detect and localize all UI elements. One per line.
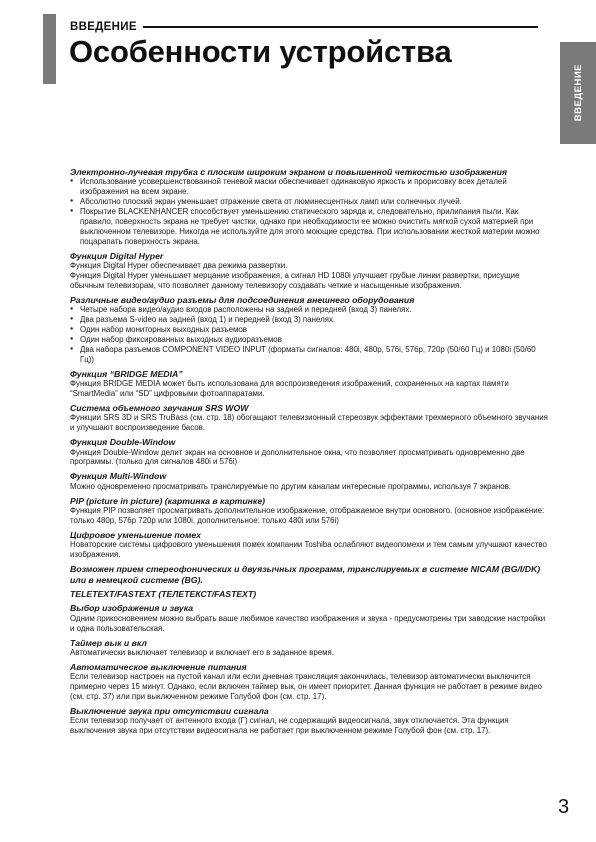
feature-heading: Автоматическое выключение питания xyxy=(70,661,247,672)
side-tab-label: ВВЕДЕНИЕ xyxy=(572,64,584,122)
feature-list xyxy=(70,167,550,740)
section-label-text: ВВЕДЕНИЕ xyxy=(70,21,137,33)
header-accent-bar xyxy=(43,14,56,84)
feature-section xyxy=(70,167,550,247)
feature-section xyxy=(70,437,550,467)
feature-text: Если телевизор получает от антенного входа (Г) сигнал, не содержащий видеосигнала, звук отключается. Эта функция выключения звука при отсутствии видеосигнала не работает при выключенном режиме Голубой фон (см. стр. 17). xyxy=(70,716,509,736)
feature-text: Функция Digital Hyper обеспечивает два режима развертки. xyxy=(70,261,288,271)
feature-section xyxy=(70,662,550,702)
bullet-item: ● Два разъема S-video на задней (вход 1) и передней (вход 3) панелях. xyxy=(70,315,550,325)
feature-heading: Функция Digital Hyper xyxy=(70,250,164,261)
feature-section xyxy=(70,530,550,560)
bullet-item: ● Покрытие BLACKENHANCER способствует уменьшению статического заряда и, следовательно, прилипания пыли. Как правило, поверхность экрана не требует чистки, однако при необходимости ее можно очистить мягкой сухой материей при выключенном телевизоре. Никогда не используйте для этого моющие средства. При использовании жесткой материи можно поцарапать поверхность экрана. xyxy=(70,207,550,247)
feature-heading: Функция “BRIDGE MEDIA” xyxy=(70,368,183,379)
bullet-item: ● Использование усовершенствованной теневой маски обеспечивает одинаковую яркость и прорисовку всех деталей изображения на всем экране. xyxy=(70,177,550,197)
feature-text: Автоматически выключает телевизор и включает его в заданное время. xyxy=(70,647,334,657)
feature-heading: PIP (picture in picture) (картинка в картинке) xyxy=(70,495,266,506)
feature-text: Функция Double-Window делит экран на основное и дополнительное окна, что позволяет просматривать одновременно две программы. (только для сигналов 480i и 576i) xyxy=(70,447,525,467)
feature-text: Одним прикосновением можно выбрать ваше любимое качество изображения и звука - предусмотрены три заводские настройки и одна пользовательская. xyxy=(70,613,546,633)
side-tab xyxy=(560,42,596,144)
feature-text: Можно одновременно просматривать транслируемые по другим каналам интересные программы, используя 7 экранов. xyxy=(70,481,511,491)
feature-text: Функция PIP позволяет просматривать дополнительное изображение, отображаемое внутри основного. (основное изображение: только 480p, 576p 720p или 1080i, дополнительное: только 480i или 576i) xyxy=(70,506,545,525)
feature-section xyxy=(70,564,550,585)
feature-heading: Различные видео/аудио разъемы для подсоединения внешнего оборудования xyxy=(70,294,415,305)
feature-heading: TELETEXT/FASTEXT (ТЕЛЕТЕКСТ/FASTEXT) xyxy=(70,588,257,599)
feature-section xyxy=(70,251,550,291)
page-number: 3 xyxy=(558,796,570,818)
feature-section xyxy=(70,603,550,633)
bullet-list xyxy=(70,177,550,246)
page-title: Особенности устройства xyxy=(69,34,452,69)
feature-section xyxy=(70,403,550,433)
feature-heading: Электронно-лучевая трубка с плоским широким экраном и повышенной четкостью изображения xyxy=(70,167,508,177)
bullet-item: ● Один набор мониторных выходных разъемов xyxy=(70,325,550,335)
feature-heading: Функция Multi-Window xyxy=(70,471,167,482)
bullet-item: ● Четыре набора видео/аудио входов расположены на задней и передней (вход 3) панелях. xyxy=(70,305,550,315)
feature-section xyxy=(70,471,550,491)
feature-heading: Выключение звука при отсутствии сигнала xyxy=(70,706,269,716)
bullet-list xyxy=(70,305,550,364)
feature-section xyxy=(70,706,550,736)
feature-section xyxy=(70,295,550,365)
feature-heading: Выбор изображения и звука xyxy=(70,603,194,614)
feature-section xyxy=(70,638,550,658)
feature-text: Функции SRS 3D и SRS TruBass (см. стр. 18) обогащают телевизионный стереозвук эффектами трехмерного объемного звучания и улучшают воспроизведение басов. xyxy=(70,413,548,433)
section-rule xyxy=(143,26,538,28)
section-label xyxy=(70,21,538,33)
bullet-item: ● Один набор фиксированных выходных аудиоразъемов xyxy=(70,335,550,345)
feature-section xyxy=(70,589,550,599)
feature-text: Новаторские системы цифрового уменьшения помех компании Toshiba ослабляют видеопомехи и тем самым улучшают качество изображения. xyxy=(70,540,547,560)
bullet-item: ● Абсолютно плоский экран уменьшает отражение света от люминесцентных ламп или солнечных лучей. xyxy=(70,197,550,207)
bullet-item: ● Два набора разъемов COMPONENT VIDEO INPUT (форматы сигналов: 480i, 480p, 576i, 576p, 720p (50/60 Гц) и 1080i (50/60 Гц)) xyxy=(70,345,550,365)
feature-section xyxy=(70,369,550,399)
feature-text: Если телевизор настроен на пустой канал или если дневная трансляция закончилась, телевизор автоматически выключится примерно через 15 минут. Однако, если включен таймер вык, он имеет приоритет. Данная функция не работает в режиме видео (см. стр. 37) или при выключенном режиме Голубой фон (см. стр. 17). xyxy=(70,672,543,702)
feature-text: Функция Digital Hyper уменьшает мерцание изображения, а сигнал HD 1080i улучшает грубые линии развертки, присущие обычным телевизорам, что позволяет данному телевизору создавать четкие и насыщенные изображения. xyxy=(70,271,520,290)
feature-heading: Функция Double-Window xyxy=(70,437,176,448)
feature-heading: Система объемного звучания SRS WOW xyxy=(70,402,249,413)
feature-heading: Цифровое уменьшение помех xyxy=(70,529,201,540)
feature-heading: Возможен прием стереофонических и двуязычных программ, транслируемых в системе NICAM (BG/I/DK) или в немецкой системе (BG). xyxy=(70,564,541,585)
feature-text: Функция BRIDGE MEDIA может быть использована для воспроизведения изображений, сохраненных на картах памяти “SmartMedia” или “SD” цифровыми фотоаппаратами. xyxy=(70,379,509,399)
feature-heading: Таймер вык и вкл xyxy=(70,637,147,648)
feature-section xyxy=(70,496,550,526)
